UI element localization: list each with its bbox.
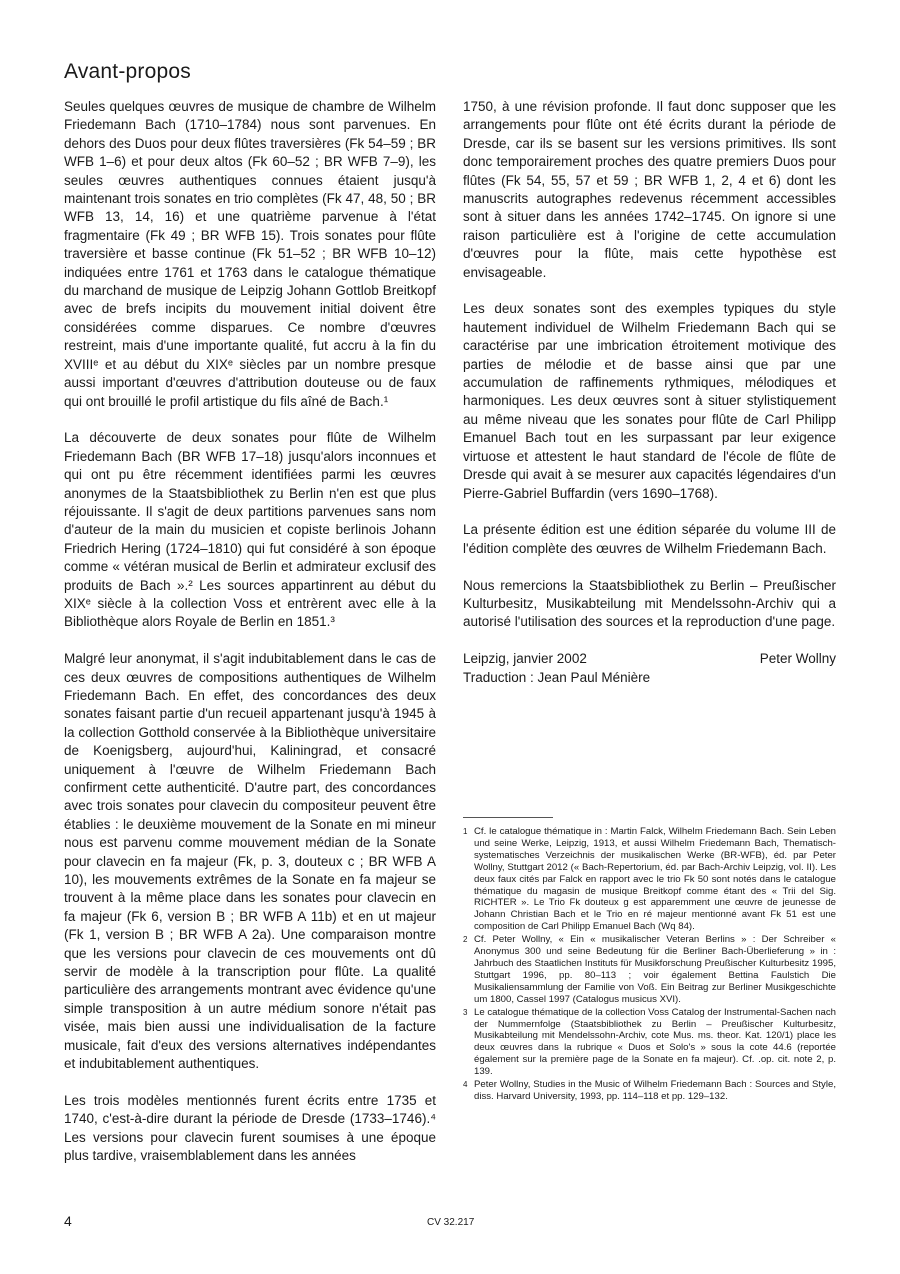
left-column [64,98,436,1166]
paragraph: Les deux sonates sont des exemples typiques du style hautement individuel de Wilhelm Friedemann Bach qui se caractérise par une imbrication étroitement motivique des parties de mélodie et de basse ainsi que par une accumulation de raffinements rythmiques, mélodiques et harmoniques. Les deux œuvres sont à situer stylistiquement au même niveau que les sonates pour flûte de Carl Philipp Emanuel Bach tout en les surpassant par leur exigence virtuose et attestent le haut standard de l'école de flûte de Dresde qui avait à se mesurer aux capacités légendaires d'un Pierre-Gabriel Buffardin (vers 1690–1768). [463,301,836,501]
paragraph: Les trois modèles mentionnés furent écrits entre 1735 et 1740, c'est-à-dire durant la période de Dresde (1733–1746).⁴ Les versions pour clavecin furent soumises à une époque plus tardive, vraisemblablement dans les années [64,1092,436,1164]
page-number: 4 [64,1213,72,1229]
footnote-text: Le catalogue thématique de la collection Voss Catalog der Instrumental-Sachen nach der Nummernfolge (Staatsbibliothek zu Berlin – Preußischer Kulturbesitz, Musikabteilung mit Mendelssohn-Archiv, cote Mus. ms. theor. Kat. 120/1) place les deux œuvres dans la rubrique « Duos et Solo's » sous la cote 44.6 (reportée également sur la première page de la Sonate en fa majeur). Cf. .op. cit. note 2, p. 139. [474,1006,836,1078]
translation-credit: Traduction : Jean Paul Ménière [463,669,651,685]
footnote-text: Cf. Peter Wollny, « Ein « musikalischer Veteran Berlins » : Der Schreiber « Anonymus 300 und seine Bedeutung für die Berliner Bach-Überlieferung » in : Jahrbuch des Staatlichen Instituts für Musikforschung Preußischer Kulturbesitz 1995, Stuttgart 1996, pp. 80–113 ; voir également Bettina Faulstich Die Musikaliensammlung der Familie von Voß. Ein Beitrag zur Berliner Musikgeschichte um 1800, Cassel 1997 (Catalogus musicus XVI). [474,934,836,1005]
paragraph: La découverte de deux sonates pour flûte de Wilhelm Friedemann Bach (BR WFB 17–18) jusqu'alors inconnues et qui ont pu être récemment identifiées parmi les œuvres anonymes de la Staatsbibliothek zu Berlin n'en est que plus réjouissante. Il s'agit de deux partitions parvenues sans nom d'auteur de la main du musicien et copiste berlinois Johann Friedrich Hering (1724–1810) qui fut considéré à son époque comme « vétéran musical de Berlin et admirateur exclusif des produits de Bach ».² Les sources appartinrent au début du XIXᵉ siècle à la collection Voss et entrèrent avec elle à la Bibliothèque alors Royale de Berlin en 1851.³ [64,430,436,630]
paragraph: Seules quelques œuvres de musique de chambre de Wilhelm Friedemann Bach (1710–1784) nous sont parvenues. En dehors des Duos pour deux flûtes traversières (Fk 54–59 ; BR WFB 1–6) et pour deux altos (Fk 60–52 ; BR WFB 7–9), les seules œuvres authentiques connues étaient jusqu'à maintenant trois sonates en trio complètes (Fk 47, 48, 50 ; BR WFB 13, 14, 16) et une quatrième parvenue à l'état fragmentaire (Fk 49 ; BR WFB 15). Trois sonates pour flûte traversière et basse continue (Fk 51–52 ; BR WFB 10–12) indiquées entre 1761 et 1763 dans le catalogue thématique du marchand de musique de Leipzig Johann Gottlob Breitkopf avec de brefs incipits du mouvement initial doivent être considérées comme disparues. Ce nombre d'œuvres restreint, mais d'une importante qualité, fut accru à la fin du XVIIIᵉ et au début du XIXᵉ siècles par un nombre presque aussi important d'œuvres d'attribution douteuse ou de faux qui ont brouillé le profil artistique du fils aîné de Bach.¹ [64,99,436,409]
footnote-text: Cf. le catalogue thématique in : Martin Falck, Wilhelm Friedemann Bach. Sein Leben und seine Werke, Leipzig, 1913, et aussi Wilhelm Friedemann Bach, Thematisch-systematisches Verzeichnis der musikalischen Werke (BR-WFB), éd. par Peter Wollny, Stuttgart 2012 (« Bach-Repertorium, éd. par Bach-Archiv Leipzig, vol. II). Les deux faux cités par Falck en rapport avec le trio Fk 50 sont notés dans le catalogue thématique du magasin de musique Breitkopf comme étant des « Trii del Sig. RICHTER ». Le Trio Fk douteux g est apparemment une œuvre de jeunesse de Johann Christian Bach et le Trio en ré majeur mentionné avant Fk 51 est une composition de Carl Philipp Emanuel Bach (Wq 84). [474,826,836,933]
footnote [463,1007,836,1078]
right-column [463,98,836,705]
footnote-number: 1 [463,827,468,836]
footnote [463,826,836,933]
paragraph: 1750, à une révision profonde. Il faut donc supposer que les arrangements pour flûte ont été écrits durant la période de Dresde, car ils se basent sur les versions primitives. Ils sont donc temporairement proches des quatre premiers Duos pour flûtes (Fk 54, 55, 57 et 59 ; BR WFB 1, 2, 4 et 6) dont les manuscrits autographes redevenus récemment accessibles sont à situer dans les années 1742–1745. On ignore si une raison particulière est à l'origine de cette accumulation d'œuvres pour la flûte, mais cette hypothèse est envisageable. [463,99,836,280]
catalog-number: CV 32.217 [427,1217,475,1228]
paragraph: La présente édition est une édition séparée du volume III de l'édition complète des œuvres de Wilhelm Friedemann Bach. [463,522,836,556]
footnote [463,934,836,1005]
footnotes [463,826,836,1104]
footnote-number: 4 [463,1080,468,1090]
signature-line [463,650,836,668]
footnote-divider [463,817,553,818]
paragraph: Malgré leur anonymat, il s'agit indubitablement dans le cas de ces deux œuvres de compositions authentiques de Wilhelm Friedemann Bach. En effet, des concordances des deux sonates faisant partie d'un recueil appartenant jusqu'à 1945 à la collection Gotthold conservée à la Bibliothèque universitaire de Koenigsberg, aujourd'hui, Kaliningrad, et consacré uniquement à l'œuvre de Wilhelm Friedemann Bach confirment cette authenticité. D'autre part, des concordances avec trois sonates pour clavecin du compositeur peuvent être établies : le deuxième mouvement de la Sonate en mi mineur nous est parvenu comme mouvement médian de la Sonate pour clavecin en fa majeur (Fk, p. 3, douteux c ; BR WFB A 10), les mouvements extrêmes de la Sonate en fa majeur se trouvent à la même place dans les sonates pour clavecin en fa majeur (Fk 6, version B ; BR WFB A 11b) et en ut majeur (Fk 1, version B ; BR WFB A 2a). Une comparaison montre que les versions pour clavecin de ces mouvements ont dû servir de modèle à la transcription pour flûte. La qualité particulière des arrangements montrant avec évidence qu'une simple transposition à un autre médium sonore n'était pas visée, mais bien aussi une individualisation de la facture musicale, fait d'eux des versions alternatives indépendantes et indubitablement authentiques. [64,651,436,1072]
place-date: Leipzig, janvier 2002 [463,651,587,667]
footnote-text: Peter Wollny, Studies in the Music of Wilhelm Friedemann Bach : Sources and Style, diss. Harvard University, 1993, pp. 114–118 et pp. 129–132. [474,1079,836,1102]
footnote-number: 3 [463,1007,468,1017]
footnote [463,1079,836,1103]
page-title: Avant-propos [64,60,191,83]
paragraph: Nous remercions la Staatsbibliothek zu Berlin – Preußischer Kulturbesitz, Musikabteilung mit Mendelssohn-Archiv qui a autorisé l'utilisation des sources et la reproduction d'une page. [463,577,836,630]
author-name: Peter Wollny [759,651,836,667]
footnote-number: 2 [463,935,468,945]
